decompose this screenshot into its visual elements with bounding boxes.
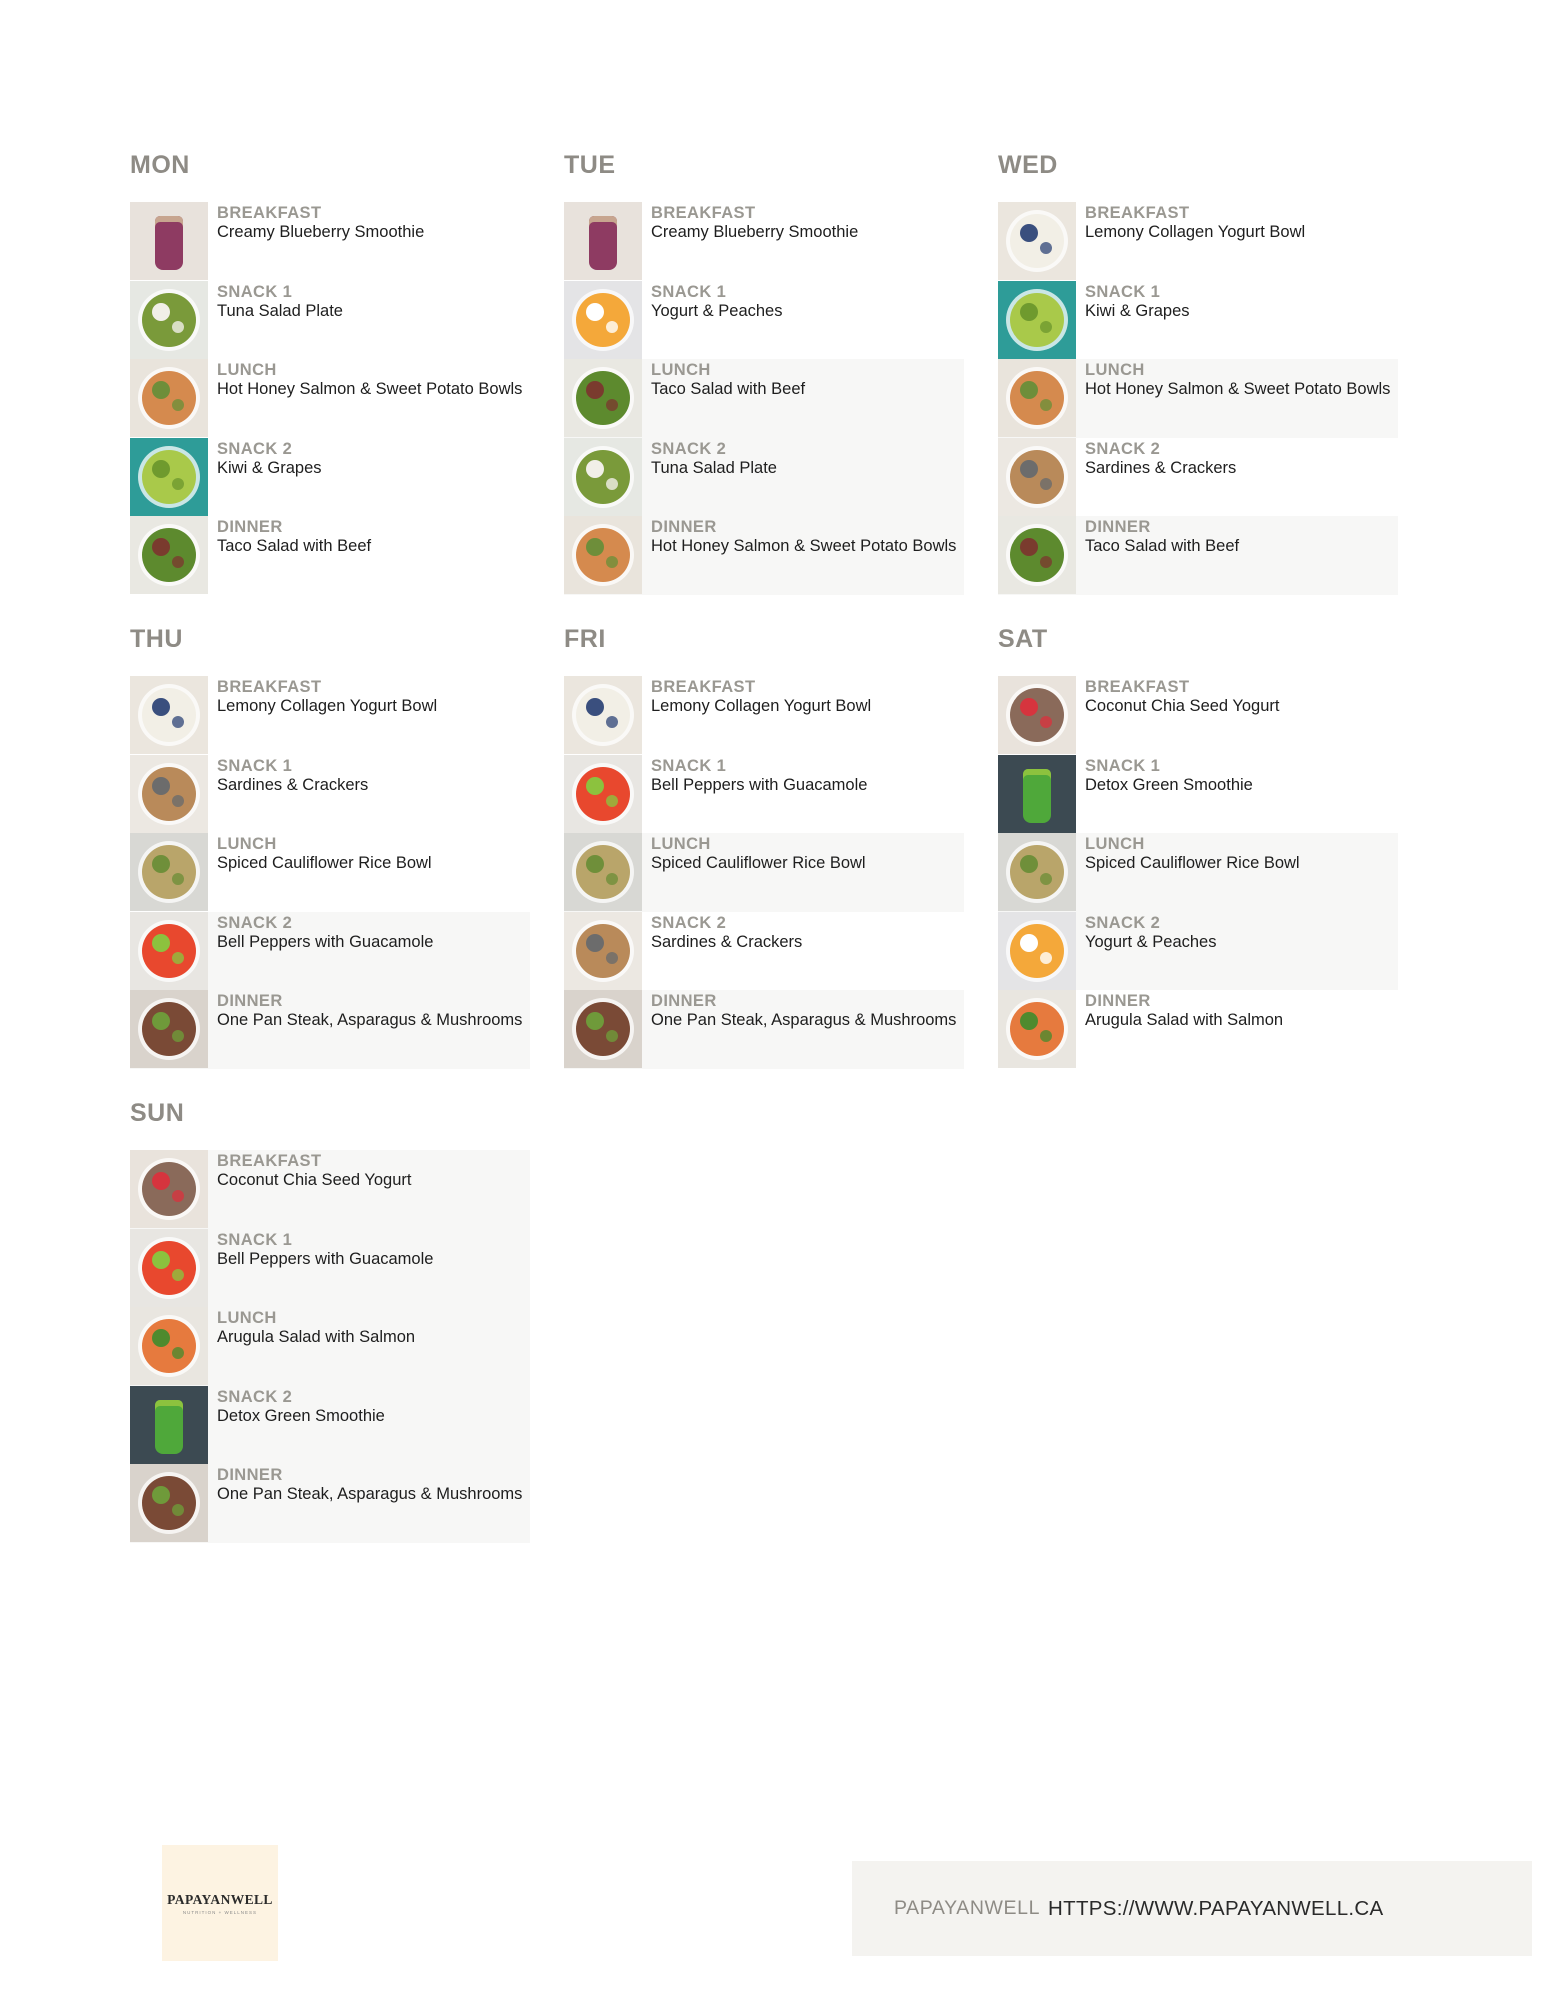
meal-row bbox=[564, 202, 964, 281]
meal-label: DINNER bbox=[651, 518, 717, 536]
sardines-crackers-photo bbox=[564, 912, 642, 990]
meal-row bbox=[130, 1386, 530, 1465]
meal-label: LUNCH bbox=[651, 835, 711, 853]
meal-text bbox=[208, 1386, 385, 1465]
meal-text bbox=[208, 281, 343, 360]
meal-row bbox=[130, 359, 530, 438]
meal-label: BREAKFAST bbox=[217, 204, 322, 222]
logo-tagline: NUTRITION + WELLNESS bbox=[182, 1909, 258, 1915]
meal-text bbox=[642, 438, 777, 517]
meal-label: SNACK 1 bbox=[1085, 756, 1161, 775]
yogurt-bowl-photo bbox=[130, 676, 208, 754]
meal-row bbox=[564, 438, 964, 517]
meal-text bbox=[1076, 359, 1390, 438]
meal-text bbox=[1076, 202, 1305, 281]
sardines-crackers-photo bbox=[998, 438, 1076, 516]
taco-salad-photo bbox=[998, 516, 1076, 594]
yogurt-peaches-photo bbox=[564, 281, 642, 359]
salmon-bowl-photo bbox=[130, 359, 208, 437]
meal-text bbox=[208, 202, 424, 281]
meal-name: Bell Peppers with Guacamole bbox=[217, 1249, 434, 1268]
day-tue bbox=[564, 150, 964, 595]
arugula-salmon-photo bbox=[130, 1307, 208, 1385]
meal-text bbox=[642, 202, 858, 281]
day-title: WED bbox=[998, 151, 1058, 179]
meal-text bbox=[1076, 990, 1283, 1069]
meal-label: LUNCH bbox=[217, 361, 277, 379]
meal-row bbox=[130, 202, 530, 281]
meal-name: Hot Honey Salmon & Sweet Potato Bowls bbox=[651, 537, 957, 555]
meal-label: SNACK 2 bbox=[217, 439, 293, 458]
meal-label: DINNER bbox=[217, 1466, 283, 1484]
meal-text bbox=[208, 1150, 411, 1229]
tuna-salad-photo bbox=[130, 281, 208, 359]
day-sun bbox=[130, 1098, 530, 1543]
meal-label: DINNER bbox=[1085, 518, 1151, 536]
meal-name: Hot Honey Salmon & Sweet Potato Bowls bbox=[1085, 380, 1391, 398]
meal-row bbox=[998, 990, 1398, 1069]
meal-row bbox=[998, 516, 1398, 595]
meal-row bbox=[998, 281, 1398, 360]
meal-row bbox=[130, 833, 530, 912]
meal-text bbox=[208, 516, 371, 595]
meal-row bbox=[998, 755, 1398, 834]
meal-row bbox=[998, 359, 1398, 438]
day-title: MON bbox=[130, 151, 190, 179]
day-title: SAT bbox=[998, 625, 1048, 653]
meal-label: SNACK 2 bbox=[1085, 913, 1161, 932]
kiwi-grapes-photo bbox=[130, 438, 208, 516]
meal-name: Coconut Chia Seed Yogurt bbox=[1085, 697, 1280, 715]
meal-text bbox=[208, 359, 522, 438]
meal-text bbox=[1076, 912, 1216, 991]
meal-label: DINNER bbox=[217, 518, 283, 536]
meal-text bbox=[1076, 438, 1236, 517]
meal-row bbox=[564, 516, 964, 595]
day-sat bbox=[998, 624, 1398, 1069]
meal-text bbox=[208, 833, 432, 912]
salmon-bowl-photo bbox=[998, 359, 1076, 437]
footer-url-link[interactable]: HTTPS://WWW.PAPAYANWELL.CA bbox=[1048, 1896, 1384, 1920]
meal-row bbox=[130, 1307, 530, 1386]
meal-label: DINNER bbox=[1085, 992, 1151, 1010]
meal-label: SNACK 2 bbox=[651, 913, 727, 932]
meal-row bbox=[564, 359, 964, 438]
meal-text bbox=[208, 755, 368, 834]
meal-text bbox=[1076, 281, 1190, 360]
meal-row bbox=[130, 516, 530, 595]
meal-row bbox=[130, 281, 530, 360]
chia-yogurt-photo bbox=[998, 676, 1076, 754]
meal-label: SNACK 2 bbox=[217, 1387, 293, 1406]
meal-name: Lemony Collagen Yogurt Bowl bbox=[651, 697, 872, 715]
meal-text bbox=[1076, 755, 1253, 834]
meal-row bbox=[564, 755, 964, 834]
meal-name: Detox Green Smoothie bbox=[217, 1406, 385, 1425]
meal-name: Creamy Blueberry Smoothie bbox=[217, 223, 425, 241]
chia-yogurt-photo bbox=[130, 1150, 208, 1228]
meal-name: Spiced Cauliflower Rice Bowl bbox=[217, 854, 432, 872]
meal-row bbox=[564, 676, 964, 755]
day-title: FRI bbox=[564, 625, 606, 653]
day-title: THU bbox=[130, 625, 183, 653]
meal-row bbox=[130, 912, 530, 991]
meal-label: LUNCH bbox=[217, 835, 277, 853]
meal-name: Creamy Blueberry Smoothie bbox=[651, 223, 859, 241]
meal-row bbox=[564, 281, 964, 360]
meal-label: DINNER bbox=[217, 992, 283, 1010]
meal-name: Lemony Collagen Yogurt Bowl bbox=[217, 697, 438, 715]
meal-text bbox=[208, 676, 437, 755]
meal-text bbox=[642, 676, 871, 755]
meal-row bbox=[130, 1150, 530, 1229]
meal-row bbox=[998, 833, 1398, 912]
meal-label: LUNCH bbox=[217, 1309, 277, 1327]
meal-name: One Pan Steak, Asparagus & Mushrooms bbox=[217, 1485, 523, 1503]
meal-name: Sardines & Crackers bbox=[651, 932, 803, 951]
day-title: TUE bbox=[564, 151, 616, 179]
meal-name: Sardines & Crackers bbox=[217, 775, 369, 794]
meal-label: BREAKFAST bbox=[217, 678, 322, 696]
green-smoothie-photo bbox=[998, 755, 1076, 833]
steak-asparagus-photo bbox=[130, 1464, 208, 1542]
meal-text bbox=[1076, 833, 1300, 912]
meal-label: BREAKFAST bbox=[217, 1152, 322, 1170]
meal-label: LUNCH bbox=[1085, 361, 1145, 379]
meal-text bbox=[1076, 516, 1239, 595]
meal-text bbox=[642, 281, 782, 360]
meal-name: Yogurt & Peaches bbox=[651, 301, 783, 320]
meal-label: SNACK 2 bbox=[1085, 439, 1161, 458]
footer-bar bbox=[852, 1861, 1532, 1956]
cauliflower-bowl-photo bbox=[130, 833, 208, 911]
taco-salad-photo bbox=[130, 516, 208, 594]
meal-row bbox=[130, 990, 530, 1069]
meal-label: LUNCH bbox=[1085, 835, 1145, 853]
cauliflower-bowl-photo bbox=[564, 833, 642, 911]
meal-text bbox=[642, 516, 956, 595]
meal-name: Kiwi & Grapes bbox=[1085, 301, 1190, 320]
meal-name: Spiced Cauliflower Rice Bowl bbox=[651, 854, 866, 872]
meal-name: Lemony Collagen Yogurt Bowl bbox=[1085, 223, 1306, 241]
peppers-guacamole-photo bbox=[564, 755, 642, 833]
meal-label: SNACK 1 bbox=[217, 1230, 293, 1249]
footer-brand: PAPAYANWELL bbox=[894, 1897, 1041, 1919]
meal-text bbox=[642, 912, 802, 991]
yogurt-bowl-photo bbox=[564, 676, 642, 754]
meal-label: SNACK 1 bbox=[1085, 282, 1161, 301]
meal-name: One Pan Steak, Asparagus & Mushrooms bbox=[651, 1011, 957, 1029]
meal-text bbox=[642, 833, 866, 912]
day-fri bbox=[564, 624, 964, 1069]
meal-label: LUNCH bbox=[651, 361, 711, 379]
meal-name: Spiced Cauliflower Rice Bowl bbox=[1085, 854, 1300, 872]
meal-name: Tuna Salad Plate bbox=[217, 301, 343, 320]
meal-row bbox=[998, 438, 1398, 517]
meal-label: BREAKFAST bbox=[1085, 204, 1190, 222]
peppers-guacamole-photo bbox=[130, 1229, 208, 1307]
meal-row bbox=[998, 912, 1398, 991]
meal-label: BREAKFAST bbox=[651, 204, 756, 222]
meal-row bbox=[130, 438, 530, 517]
meal-text bbox=[208, 990, 522, 1069]
meal-label: SNACK 1 bbox=[217, 756, 293, 775]
meal-name: Bell Peppers with Guacamole bbox=[651, 775, 868, 794]
meal-text bbox=[642, 990, 956, 1069]
blueberry-smoothie-photo bbox=[564, 202, 642, 280]
day-thu bbox=[130, 624, 530, 1069]
meal-text bbox=[208, 912, 433, 991]
meal-label: SNACK 1 bbox=[651, 282, 727, 301]
logo-wordmark: PAPAYANWELL bbox=[167, 1891, 273, 1907]
meal-name: One Pan Steak, Asparagus & Mushrooms bbox=[217, 1011, 523, 1029]
salmon-bowl-photo bbox=[564, 516, 642, 594]
meal-label: SNACK 1 bbox=[217, 282, 293, 301]
meal-text bbox=[208, 1464, 522, 1543]
meal-label: BREAKFAST bbox=[1085, 678, 1190, 696]
meal-name: Detox Green Smoothie bbox=[1085, 775, 1253, 794]
meal-label: SNACK 2 bbox=[651, 439, 727, 458]
meal-label: DINNER bbox=[651, 992, 717, 1010]
meal-label: BREAKFAST bbox=[651, 678, 756, 696]
meal-text bbox=[208, 438, 322, 517]
meal-name: Tuna Salad Plate bbox=[651, 458, 777, 477]
meal-row bbox=[564, 912, 964, 991]
meal-row bbox=[130, 755, 530, 834]
meal-text bbox=[208, 1307, 415, 1386]
meal-name: Arugula Salad with Salmon bbox=[217, 1328, 416, 1346]
yogurt-bowl-photo bbox=[998, 202, 1076, 280]
meal-name: Taco Salad with Beef bbox=[217, 537, 372, 555]
meal-label: SNACK 1 bbox=[651, 756, 727, 775]
tuna-salad-photo bbox=[564, 438, 642, 516]
brand-logo bbox=[162, 1845, 278, 1961]
meal-row bbox=[998, 202, 1398, 281]
meal-text bbox=[642, 359, 805, 438]
meal-row bbox=[130, 1464, 530, 1543]
meal-row bbox=[130, 1229, 530, 1308]
day-title: SUN bbox=[130, 1099, 185, 1127]
meal-text bbox=[208, 1229, 433, 1308]
meal-name: Hot Honey Salmon & Sweet Potato Bowls bbox=[217, 380, 523, 398]
peppers-guacamole-photo bbox=[130, 912, 208, 990]
meal-text bbox=[642, 755, 867, 834]
meal-label: SNACK 2 bbox=[217, 913, 293, 932]
meal-row bbox=[564, 990, 964, 1069]
meal-name: Taco Salad with Beef bbox=[651, 380, 806, 398]
meal-name: Arugula Salad with Salmon bbox=[1085, 1011, 1284, 1029]
meal-row bbox=[130, 676, 530, 755]
yogurt-peaches-photo bbox=[998, 912, 1076, 990]
steak-asparagus-photo bbox=[564, 990, 642, 1068]
meal-name: Taco Salad with Beef bbox=[1085, 537, 1240, 555]
meal-name: Bell Peppers with Guacamole bbox=[217, 932, 434, 951]
cauliflower-bowl-photo bbox=[998, 833, 1076, 911]
meal-name: Sardines & Crackers bbox=[1085, 458, 1237, 477]
arugula-salmon-photo bbox=[998, 990, 1076, 1068]
kiwi-grapes-photo bbox=[998, 281, 1076, 359]
green-smoothie-photo bbox=[130, 1386, 208, 1464]
meal-row bbox=[564, 833, 964, 912]
day-mon bbox=[130, 150, 530, 595]
meal-name: Yogurt & Peaches bbox=[1085, 932, 1217, 951]
sardines-crackers-photo bbox=[130, 755, 208, 833]
meal-text bbox=[1076, 676, 1279, 755]
steak-asparagus-photo bbox=[130, 990, 208, 1068]
meal-name: Kiwi & Grapes bbox=[217, 458, 322, 477]
day-wed bbox=[998, 150, 1398, 595]
meal-row bbox=[998, 676, 1398, 755]
blueberry-smoothie-photo bbox=[130, 202, 208, 280]
taco-salad-photo bbox=[564, 359, 642, 437]
meal-name: Coconut Chia Seed Yogurt bbox=[217, 1171, 412, 1189]
